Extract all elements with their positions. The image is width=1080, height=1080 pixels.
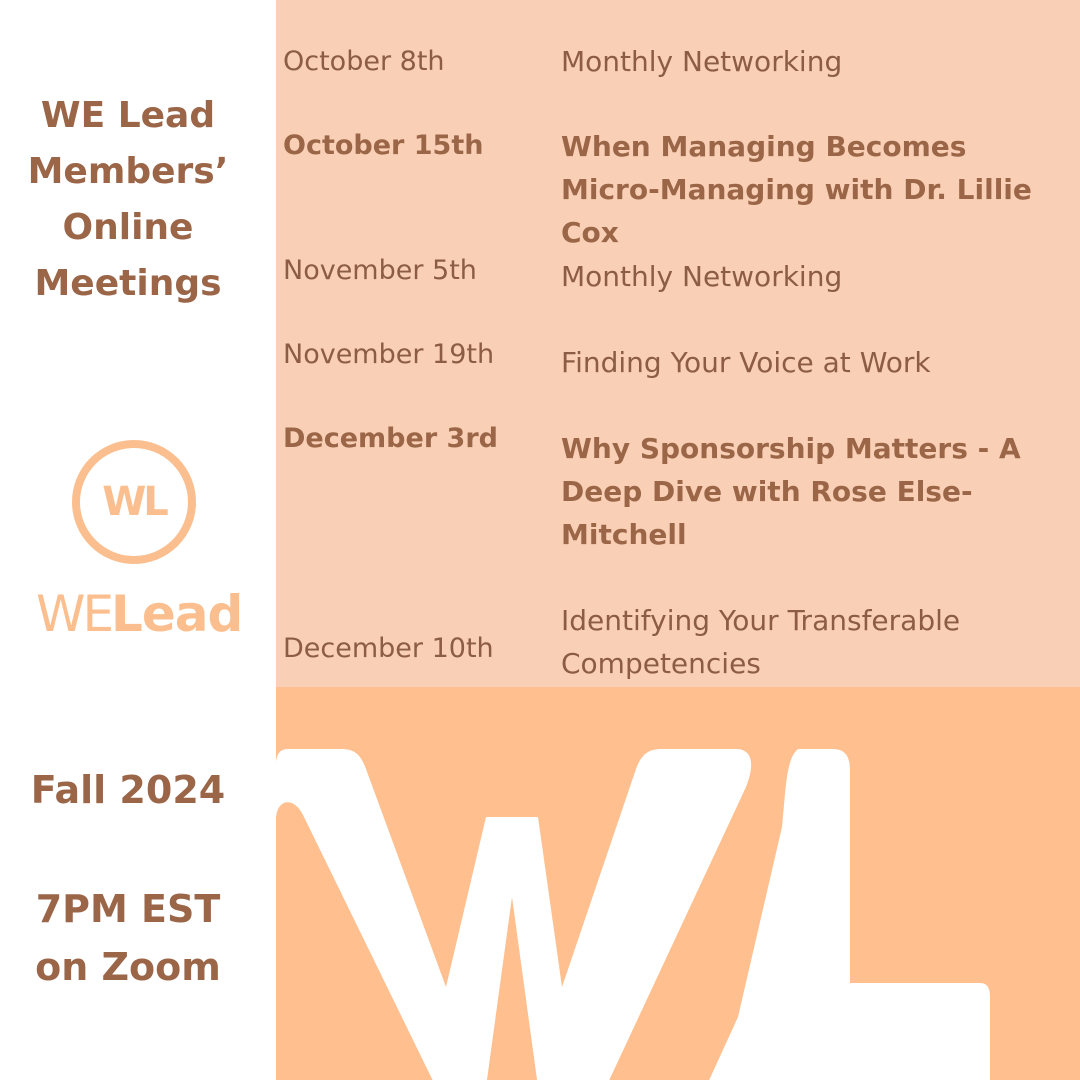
event-date: October 15th: [283, 130, 484, 161]
title-line: Online: [62, 207, 194, 248]
meeting-time: [0, 880, 256, 996]
event-title: Monthly Networking: [561, 260, 843, 293]
event-date: November 5th: [283, 255, 477, 286]
logo-wordmark: [36, 584, 256, 644]
event-date: October 8th: [283, 46, 445, 77]
title-line: Members’: [27, 151, 229, 192]
logo-circle: [72, 440, 196, 564]
event-title: Identifying Your Transferable Competencies: [561, 604, 961, 680]
event-date: November 19th: [283, 339, 495, 370]
sidebar: [0, 0, 276, 1080]
season-label: Fall 2024: [30, 768, 226, 812]
event-title: When Managing Becomes Micro-Managing with Dr. Lillie Cox: [561, 130, 1032, 249]
event-date: December 3rd: [283, 423, 498, 454]
event-title: Monthly Networking: [561, 45, 843, 78]
title-line: WE Lead: [40, 95, 216, 136]
wl-watermark-logo: [276, 687, 1080, 1080]
title-line: Meetings: [34, 263, 222, 304]
logo-word-we: WE: [36, 585, 112, 643]
time-line: 7PM EST: [35, 887, 221, 931]
watermark-panel: [276, 687, 1080, 1080]
event-title: Why Sponsorship Matters - A Deep Dive with Rose Else-Mitchell: [561, 432, 1021, 551]
event-date: December 10th: [283, 633, 494, 664]
logo-monogram: WL: [102, 479, 166, 525]
watermark-w: [276, 749, 751, 1080]
time-line: on Zoom: [35, 945, 221, 989]
logo-word-lead: Lead: [111, 585, 243, 643]
event-title: Finding Your Voice at Work: [561, 346, 931, 379]
page-title: [0, 88, 256, 312]
watermark-l: [706, 749, 990, 1080]
